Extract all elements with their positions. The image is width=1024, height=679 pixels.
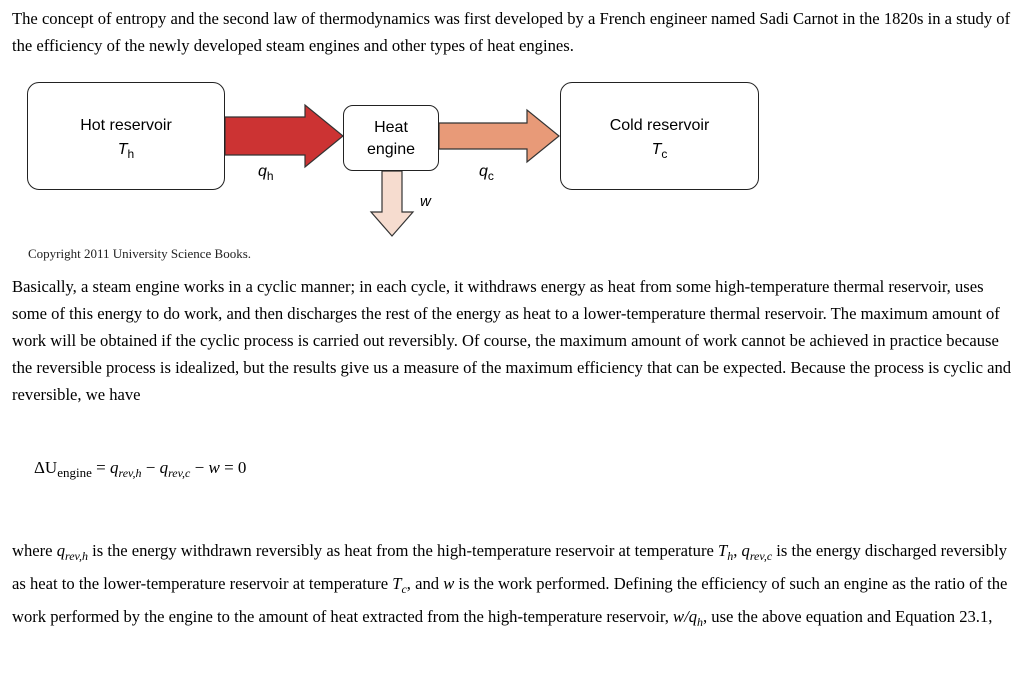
engine-label-line1: Heat	[374, 119, 408, 136]
work-label: w	[420, 193, 431, 210]
engine-label-line2: engine	[366, 141, 416, 158]
figure-caption: Copyright 2011 University Science Books.	[28, 246, 252, 261]
cold-reservoir-title: Cold reservoir	[609, 117, 710, 134]
hot-heat-arrow	[225, 105, 343, 167]
body-paragraph-2: where $q_{rev,h}$ is the energy withdrawn reversibly as heat from the high-temperature reservoir at temperature $T_h$, $q_{rev,c}$ is the energy discharged reversibly as heat to the lower-temperature reservoir at temperature $T_c$, and w is the work performed. Defining the efficiency of such an engine as the ratio of the work performed by the engine to the amount of heat extracted from the high-temperature reservoir, $w/q_h$, use the above equation and Equation 23.1,	[12, 541, 1008, 629]
hot-reservoir-temperature: $T_h$	[117, 141, 135, 161]
energy-balance-equation: $\Delta U_{engine} = q_{rev,h} - q_{rev,c} - w = 0$	[34, 458, 247, 480]
intro-paragraph: The concept of entropy and the second law of thermodynamics was first developed by a French engineer named Sadi Carnot in the 1820s in a study of the efficiency of the newly developed steam engines and other types of heat engines.	[12, 9, 1011, 55]
heat-engine-box	[343, 105, 439, 171]
hot-reservoir-title: Hot reservoir	[80, 117, 172, 134]
body-paragraph-1: Basically, a steam engine works in a cyclic manner; in each cycle, it withdraws energy as heat from some high-temperature thermal reservoir, uses some of this energy to do work, and then discharges the rest of the energy as heat to a lower-temperature thermal reservoir. The maximum amount of work will be obtained if the cyclic process is carried out reversibly. Of course, the maximum amount of work cannot be achieved in practice because the reversible process is idealized, but the results give us a measure of the maximum efficiency that can be expected. Because the process is cyclic and reversible, we have	[12, 277, 1012, 404]
cold-reservoir-box	[560, 82, 759, 190]
qc-label: $q_c$	[479, 163, 494, 183]
work-arrow	[371, 171, 413, 236]
cold-reservoir-temperature: $T_c$	[651, 141, 668, 161]
cold-heat-arrow	[439, 110, 559, 162]
carnot-engine-diagram	[0, 0, 1024, 260]
qh-label: $q_h$	[258, 163, 274, 183]
hot-reservoir-box	[27, 82, 225, 190]
